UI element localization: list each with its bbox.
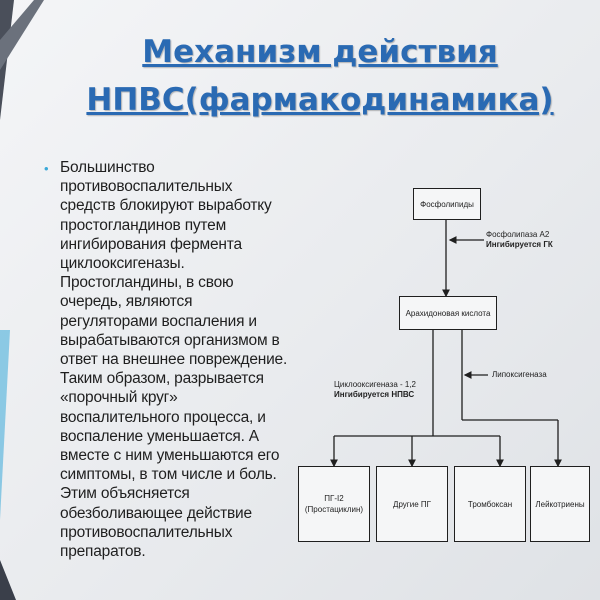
box-phospholipids bbox=[413, 188, 481, 220]
box-pgi2 bbox=[298, 466, 370, 542]
title-line-2: НПВС(фармакодинамика) bbox=[86, 82, 554, 118]
box-arachidonic-acid-label: Арахидоновая кислота bbox=[405, 308, 491, 318]
label-phospholipase-line1: Фосфолипаза А2 bbox=[486, 230, 550, 239]
box-thromboxane bbox=[454, 466, 526, 542]
label-cox bbox=[334, 380, 444, 400]
label-cox-line1: Циклооксигеназа - 1,2 bbox=[334, 380, 417, 389]
box-arachidonic-acid bbox=[399, 296, 497, 330]
box-other-pg bbox=[376, 466, 448, 542]
title-line-1: Механизм действия bbox=[142, 34, 498, 70]
box-leukotrienes-label: Лейкотриены bbox=[535, 499, 585, 509]
bullet-icon: • bbox=[44, 161, 49, 176]
label-phospholipase-line2: Ингибируется ГК bbox=[486, 240, 553, 249]
box-other-pg-label: Другие ПГ bbox=[393, 499, 431, 509]
box-pgi2-line1: ПГ-I2 bbox=[324, 494, 344, 503]
box-thromboxane-label: Тромбоксан bbox=[467, 499, 513, 509]
label-cox-line2: Ингибируется НПВС bbox=[334, 390, 415, 399]
label-phospholipase bbox=[486, 230, 596, 250]
box-phospholipids-label: Фосфолипиды bbox=[420, 199, 474, 209]
box-pgi2-label bbox=[305, 493, 363, 515]
box-pgi2-line2: (Простациклин) bbox=[304, 505, 364, 514]
body-paragraph: Большинство противовоспалительных средств блокируют выработку простогландинов путем ингибирования фермента циклооксигеназы. Простогландины, в свою очередь, являются регуляторами воспаления и вырабатываются организмом в ответ на внешнее повреждение. Таким образом, разрывается «порочный круг» воспалительного процесса, и воспаление уменьшается. А вместе с ним уменьшаются его симптомы, в том числе и боль. Этим объясняется обезболивающее действие противовоспалительных препаратов. bbox=[60, 159, 288, 561]
box-leukotrienes bbox=[530, 466, 590, 542]
label-lipoxygenase bbox=[492, 370, 592, 380]
label-lipoxygenase-text: Липоксигеназа bbox=[492, 370, 547, 379]
